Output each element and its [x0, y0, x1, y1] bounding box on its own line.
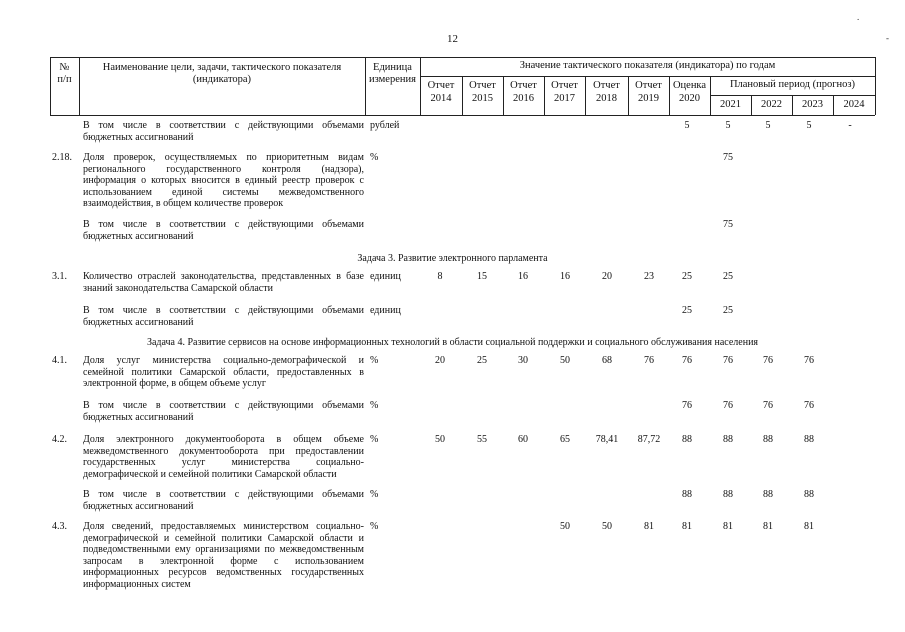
- row-value: 76: [723, 355, 733, 366]
- row-unit: %: [370, 489, 379, 500]
- header-year-label: Оценка: [672, 80, 707, 91]
- row-value: 88: [763, 489, 773, 500]
- task-heading: Задача 3. Развитие электронного парламента: [357, 253, 548, 264]
- row-unit: единиц: [370, 305, 401, 316]
- row-value: 25: [682, 305, 692, 316]
- row-value: 25: [723, 305, 733, 316]
- row-value: 16: [518, 271, 528, 282]
- row-value: 65: [560, 434, 570, 445]
- row-description: Доля проверок, осуществляемых по приоритетным видам регионального государственного контроля (надзора), информация о которых вносится в единый реестр проверок с использованием единой системы межведомственного взаимодействия, в общем количестве проверок: [83, 152, 364, 209]
- row-description: В том числе в соответствии с действующими объемами бюджетных ассигнований: [83, 400, 364, 423]
- row-value: 15: [477, 271, 487, 282]
- row-value: 88: [723, 489, 733, 500]
- row-value: 23: [644, 271, 654, 282]
- row-value: 5: [725, 120, 731, 131]
- row-value: 5: [684, 120, 690, 131]
- row-value: 75: [723, 219, 733, 230]
- header-year: 2019: [638, 93, 659, 104]
- row-value: 60: [518, 434, 528, 445]
- row-value: 75: [723, 152, 733, 163]
- corner-mark: .: [857, 12, 860, 22]
- row-value: 50: [560, 355, 570, 366]
- row-value: 25: [477, 355, 487, 366]
- header-year-label: Отчет: [427, 80, 455, 91]
- header-year: 2017: [554, 93, 575, 104]
- row-unit: %: [370, 400, 379, 411]
- header-year: 2020: [679, 93, 700, 104]
- header-plan-year: 2023: [802, 99, 823, 110]
- row-value: 5: [806, 120, 812, 131]
- row-value: 16: [560, 271, 570, 282]
- row-value: 88: [804, 434, 814, 445]
- row-value: -: [848, 120, 852, 131]
- row-description: Доля сведений, предоставляемых министерством социально-демографической и семейной политики Самарской области и подведомственными ему организациями по межведомственным запросам в электронной форме с использованием информационных ресурсов ведомственных государственных информационных систем: [83, 521, 364, 590]
- row-value: 5: [765, 120, 771, 131]
- header-unit: Единица измерения: [369, 62, 416, 85]
- row-description: В том числе в соответствии с действующими объемами бюджетных ассигнований: [83, 305, 364, 328]
- header-plan-title: Плановый период (прогноз): [729, 79, 856, 90]
- row-unit: рублей: [370, 120, 400, 131]
- header-year: 2018: [596, 93, 617, 104]
- header-name: Наименование цели, задачи, тактического показателя (индикатора): [102, 62, 342, 85]
- row-number: 4.1.: [52, 355, 67, 366]
- row-value: 8: [437, 271, 443, 282]
- row-value: 88: [763, 434, 773, 445]
- row-unit: %: [370, 355, 379, 366]
- row-value: 81: [723, 521, 733, 532]
- header-year: 2014: [430, 93, 452, 104]
- row-value: 88: [723, 434, 733, 445]
- row-value: 81: [804, 521, 814, 532]
- header-num: № п/п: [57, 62, 72, 85]
- row-unit: единиц: [370, 271, 401, 282]
- row-value: 88: [804, 489, 814, 500]
- row-value: 88: [682, 434, 692, 445]
- row-value: 88: [682, 489, 692, 500]
- row-value: 20: [602, 271, 612, 282]
- row-value: 76: [763, 355, 773, 366]
- row-value: 81: [682, 521, 692, 532]
- row-value: 50: [560, 521, 570, 532]
- row-value: 76: [763, 400, 773, 411]
- row-description: Доля электронного документооборота в общем объеме межведомственного документооборота при предоставлении государственных услуг министерства социально-демографической и семейной политики Самарской области: [83, 434, 364, 480]
- header-plan-year: 2021: [720, 99, 741, 110]
- row-unit: %: [370, 152, 379, 163]
- row-value: 76: [682, 400, 692, 411]
- row-value: 76: [804, 400, 814, 411]
- row-value: 81: [763, 521, 773, 532]
- row-unit: %: [370, 434, 379, 445]
- row-value: 25: [723, 271, 733, 282]
- header-year-label: Отчет: [510, 80, 537, 91]
- row-value: 30: [518, 355, 528, 366]
- header-values-title: Значение тактического показателя (индикатора) по годам: [519, 60, 776, 71]
- row-value: 50: [435, 434, 445, 445]
- task-heading: Задача 4. Развитие сервисов на основе информационных технологий в области социальной поддержки и социального обслуживания населения: [146, 337, 759, 348]
- row-number: 4.3.: [52, 521, 67, 532]
- row-value: 25: [682, 271, 692, 282]
- header-plan-year: 2024: [843, 99, 865, 110]
- page-number: 12: [447, 33, 458, 45]
- row-value: 76: [682, 355, 692, 366]
- row-description: В том числе в соответствии с действующими объемами бюджетных ассигнований: [83, 489, 364, 512]
- header-year-label: Отчет: [551, 80, 578, 91]
- row-value: 78,41: [595, 434, 619, 445]
- row-number: 3.1.: [52, 271, 67, 282]
- row-description: В том числе в соответствии с действующими объемами бюджетных ассигнований: [83, 219, 364, 242]
- row-number: 2.18.: [52, 152, 72, 163]
- row-value: 76: [723, 400, 733, 411]
- row-value: 87,72: [637, 434, 661, 445]
- row-unit: %: [370, 521, 379, 532]
- header-year-label: Отчет: [469, 80, 496, 91]
- row-description: Количество отраслей законодательства, представленных в базе знаний законодательства Самарской области: [83, 271, 364, 294]
- header-year: 2016: [513, 93, 534, 104]
- row-value: 50: [602, 521, 612, 532]
- row-description: Доля услуг министерства социально-демографической и семейной политики Самарской области, предоставленных в электронной форме, в общем объеме услуг: [83, 355, 364, 389]
- row-description: В том числе в соответствии с действующими объемами бюджетных ассигнований: [83, 120, 364, 143]
- header-year-label: Отчет: [635, 80, 662, 91]
- header-plan-year: 2022: [761, 99, 782, 110]
- corner-mark: -: [886, 33, 889, 43]
- row-number: 4.2.: [52, 434, 67, 445]
- header-year: 2015: [472, 93, 493, 104]
- header-year-label: Отчет: [593, 80, 620, 91]
- row-value: 76: [644, 355, 654, 366]
- row-value: 20: [435, 355, 445, 366]
- row-value: 81: [644, 521, 654, 532]
- row-value: 76: [804, 355, 814, 366]
- row-value: 55: [477, 434, 487, 445]
- row-value: 68: [602, 355, 612, 366]
